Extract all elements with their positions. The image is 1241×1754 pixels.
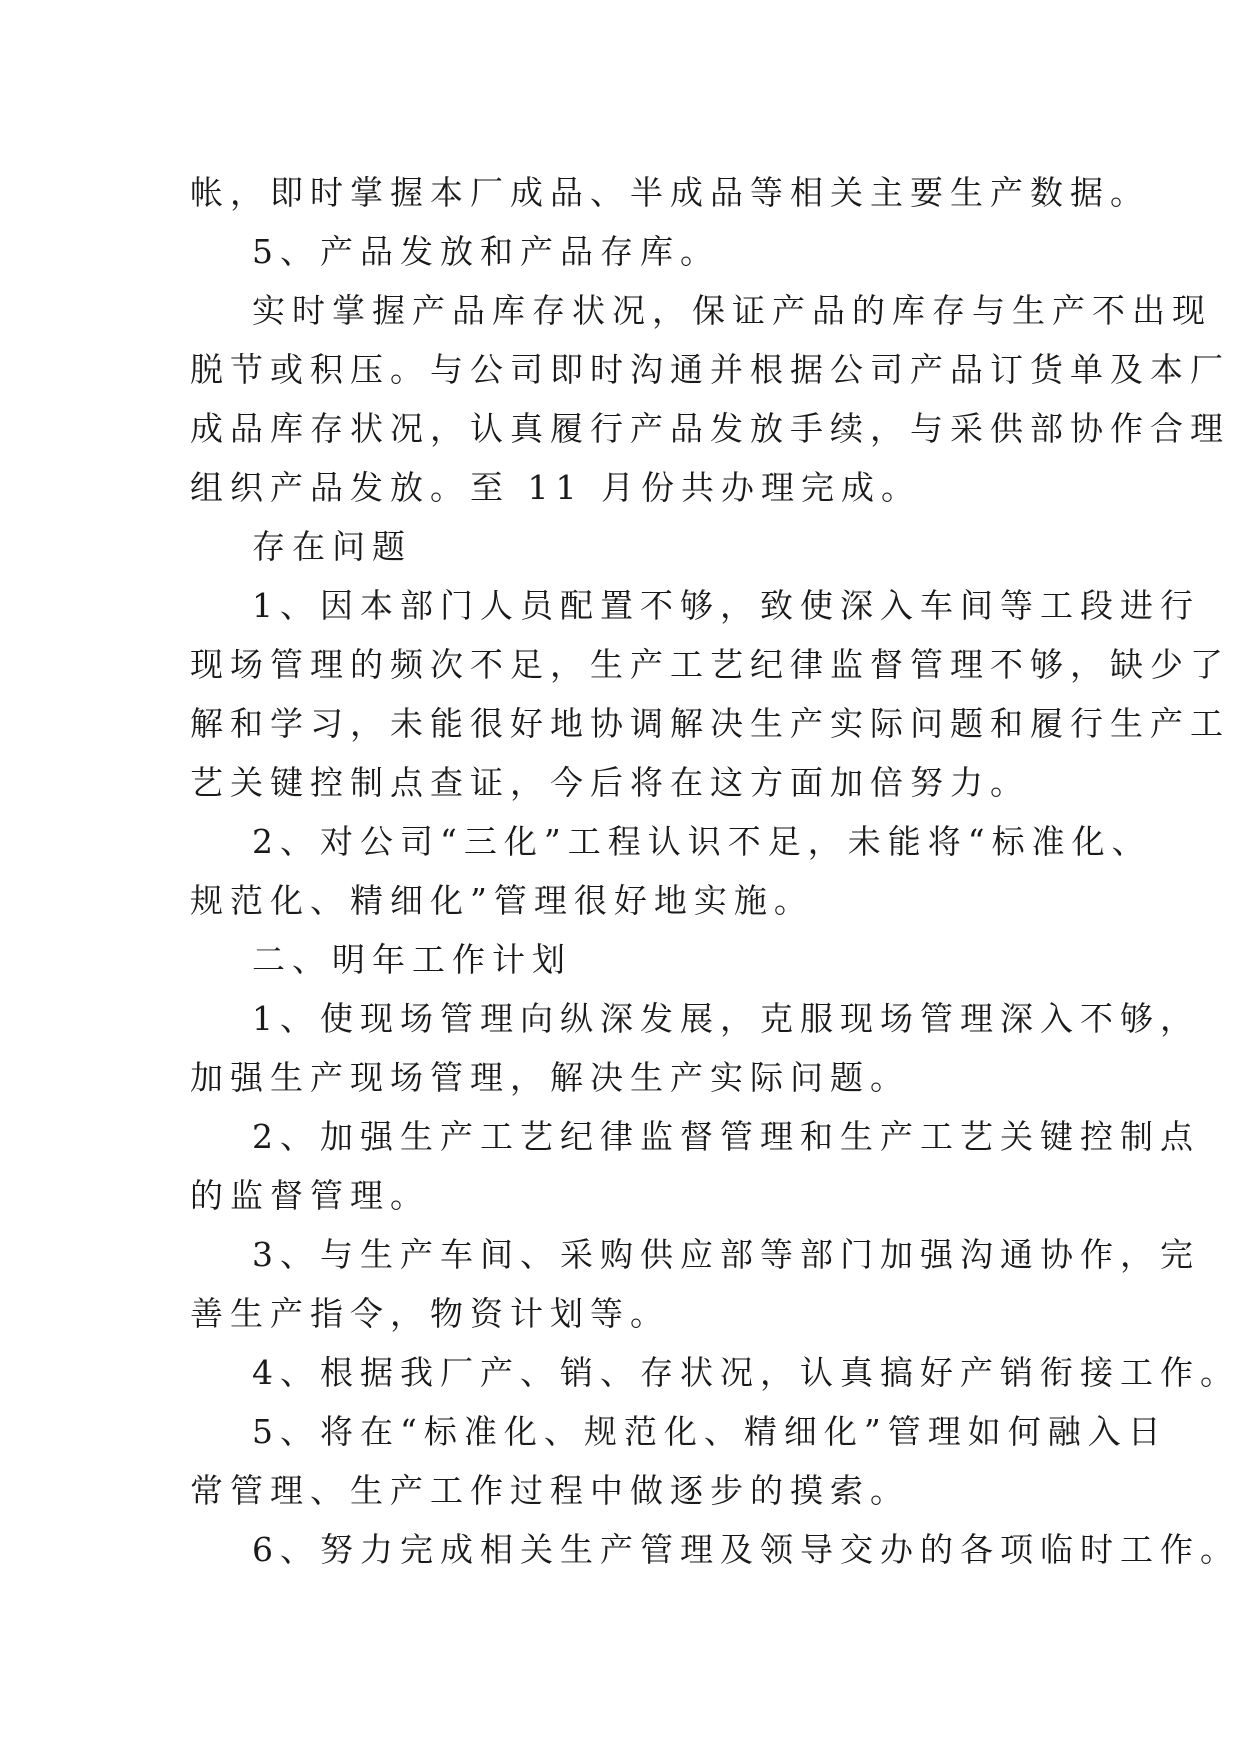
text-line: 4、根据我厂产、销、存状况，认真搞好产销衔接工作。 <box>252 1353 1240 1392</box>
document-body <box>190 163 1240 1579</box>
text-line: 6、努力完成相关生产管理及领导交办的各项临时工作。 <box>252 1530 1240 1569</box>
text-line: 善生产指令，物资计划等。 <box>190 1294 670 1333</box>
text-line: 成品库存状况，认真履行产品发放手续，与采供部协作合理 <box>190 409 1230 448</box>
text-line: 5、产品发放和产品存库。 <box>252 232 720 271</box>
text-line: 脱节或积压。与公司即时沟通并根据公司产品订货单及本厂 <box>190 350 1230 389</box>
text-line: 实时掌握产品库存状况，保证产品的库存与生产不出现 <box>252 291 1212 330</box>
text-line: 组织产品发放。至 11 月份共办理完成。 <box>190 468 921 507</box>
text-line: 1、因本部门人员配置不够，致使深入车间等工段进行 <box>252 586 1200 625</box>
section-heading: 存在问题 <box>252 527 412 566</box>
text-line: 3、与生产车间、采购供应部等部门加强沟通协作，完 <box>252 1235 1200 1274</box>
text-line: 2、对公司“三化”工程认识不足，未能将“标准化、 <box>252 822 1152 861</box>
section-heading: 二、明年工作计划 <box>252 940 572 979</box>
text-line: 解和学习，未能很好地协调解决生产实际问题和履行生产工 <box>190 704 1230 743</box>
text-line: 1、使现场管理向纵深发展，克服现场管理深入不够， <box>252 999 1200 1038</box>
text-line: 的监督管理。 <box>190 1176 430 1215</box>
text-line: 现场管理的频次不足，生产工艺纪律监督管理不够，缺少了 <box>190 645 1230 684</box>
text-line: 加强生产现场管理，解决生产实际问题。 <box>190 1058 910 1097</box>
text-line: 帐，即时掌握本厂成品、半成品等相关主要生产数据。 <box>190 173 1150 212</box>
text-line: 5、将在“标准化、规范化、精细化”管理如何融入日 <box>252 1412 1168 1451</box>
text-line: 常管理、生产工作过程中做逐步的摸索。 <box>190 1471 910 1510</box>
text-line: 规范化、精细化”管理很好地实施。 <box>190 881 814 920</box>
text-line: 2、加强生产工艺纪律监督管理和生产工艺关键控制点 <box>252 1117 1200 1156</box>
text-line: 艺关键控制点查证，今后将在这方面加倍努力。 <box>190 763 1030 802</box>
